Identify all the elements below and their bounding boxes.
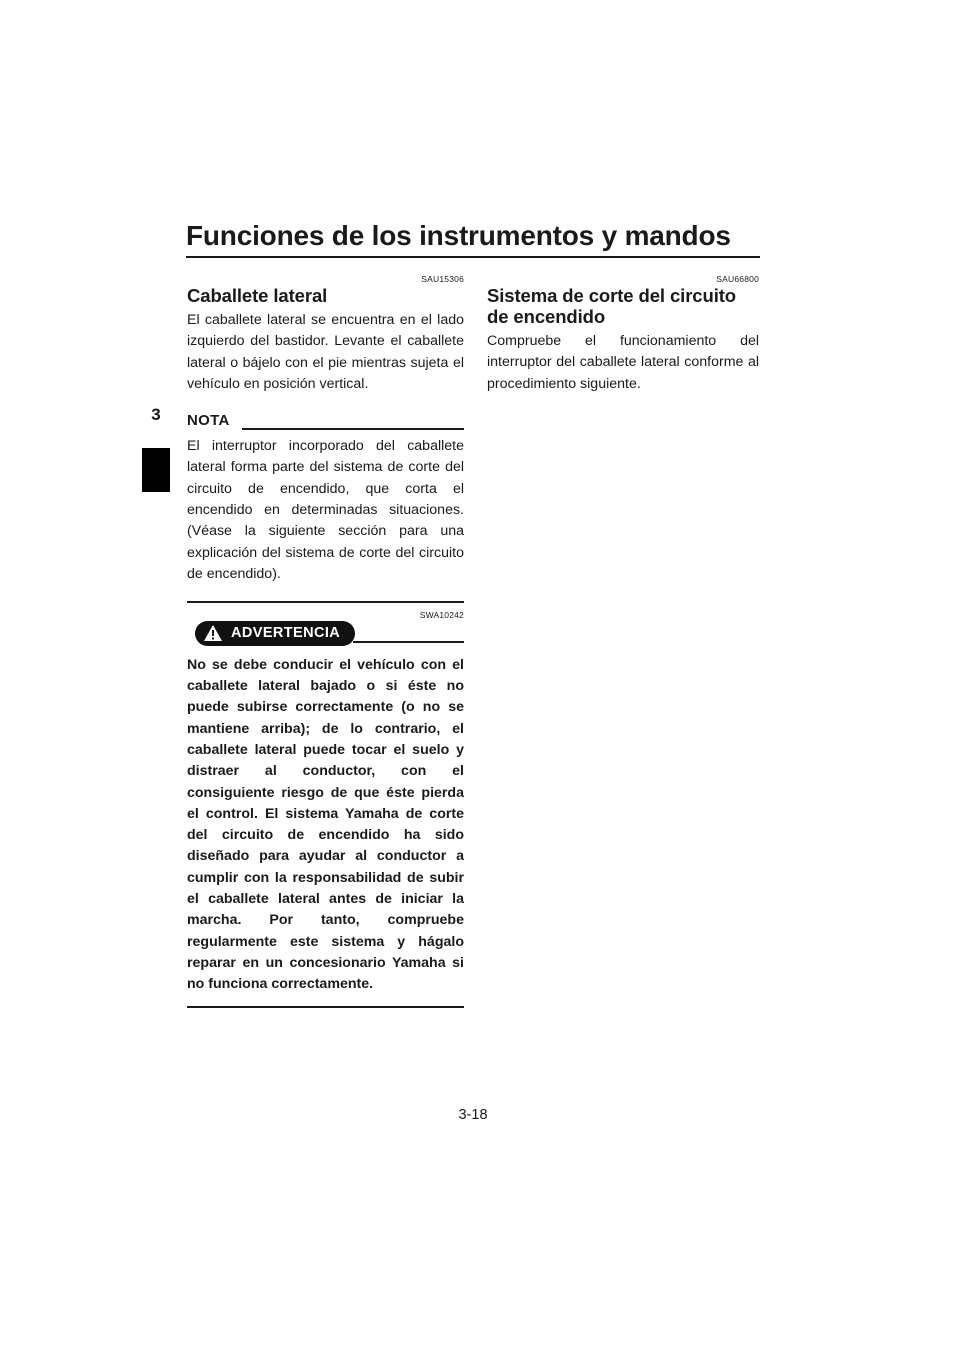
- section-body: El caballete lateral se encuentra en el lado izquierdo del bastidor. Levante el caballete lateral o bájelo con el pie mientras sujeta el vehículo en posición vertical.: [187, 312, 464, 392]
- section-body: Compruebe el funcionamiento del interruptor del caballete lateral conforme al procedimiento siguiente.: [487, 333, 759, 392]
- page-number: 3-18: [458, 1107, 488, 1123]
- nota-closing-rule: [187, 601, 464, 603]
- section-code: SAU15306: [421, 274, 464, 284]
- warning-closing-rule: [187, 1006, 464, 1008]
- warning-rule: [353, 641, 464, 643]
- nota-rule: [242, 428, 464, 430]
- page-header-title: Funciones de los instrumentos y mandos: [186, 220, 731, 251]
- warning-header: [187, 621, 464, 651]
- section-heading-caballete-lateral: Caballete lateral: [187, 285, 328, 306]
- left-column: [187, 274, 464, 1008]
- warning-badge: [195, 621, 355, 646]
- warning-code: SWA10242: [419, 609, 464, 620]
- section-heading-sistema-corte: Sistema de corte del circuito de encendido: [487, 285, 736, 327]
- nota-header: [187, 412, 464, 432]
- right-column: [487, 274, 759, 395]
- nota-label: NOTA: [187, 412, 230, 430]
- chapter-tab-marker: [142, 448, 170, 492]
- header-rule: [186, 256, 760, 258]
- warning-body: No se debe conducir el vehículo con el caballete lateral bajado o si éste no puede subirse correctamente (o no se mantiene arriba); de lo contrario, el caballete lateral puede tocar el suelo y distraer al conductor, con el consiguiente riesgo de que éste pierda el control. El sistema Yamaha de corte del circuito de encendido ha sido diseñado para ayudar al conductor a cumplir con la responsabilidad de subir el caballete lateral antes de iniciar la marcha. Por tanto, compruebe regularmente este sistema y hágalo reparar en un concesionario Yamaha si no funciona correctamente.: [187, 656, 464, 993]
- warning-label: ADVERTENCIA: [231, 624, 341, 641]
- section-code: SAU66800: [716, 274, 759, 284]
- warning-triangle-icon: [203, 624, 223, 642]
- chapter-number: 3: [151, 405, 161, 424]
- nota-body: El interruptor incorporado del caballete lateral forma parte del sistema de corte del circuito de encendido, que corta el encendido en determinadas situaciones. (Véase la siguiente sección para una explicación del sistema de corte del circuito de encendido).: [187, 438, 464, 582]
